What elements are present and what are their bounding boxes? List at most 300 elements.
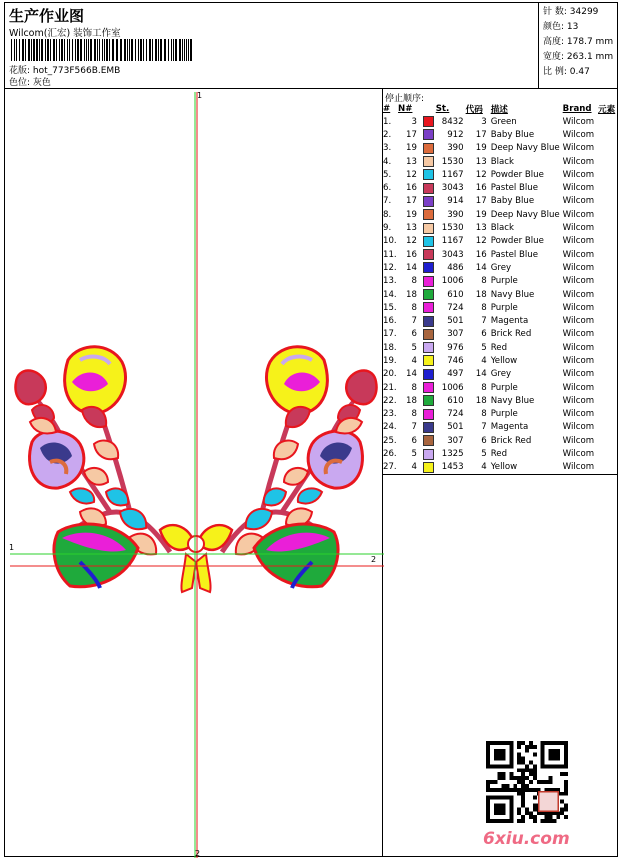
row-needle: 19 [406,143,417,154]
table-row [383,261,617,274]
row-swatch [423,128,436,141]
color-swatch [423,183,434,194]
table-row [383,288,617,301]
row-stitches: 1167 [441,169,464,180]
row-element [598,221,617,234]
row-needle: 17 [406,196,417,207]
row-swatch [423,381,436,394]
row-element [598,261,617,274]
table-row [383,408,617,421]
col-code: 代码 [465,105,483,115]
color-swatch [423,449,434,460]
color-swatch [423,302,434,313]
row-code: 8 [481,382,487,393]
row-swatch [423,142,436,155]
row-needle: 7 [411,422,417,433]
color-swatch [423,276,434,287]
color-swatch [423,422,434,433]
row-code: 7 [481,422,487,433]
col-idx: # [383,104,391,114]
row-description: Purple [490,302,518,313]
row-code: 13 [475,156,487,167]
row-brand: Wilcom [562,196,595,207]
row-stitches: 8432 [441,116,464,127]
row-index: 16. [383,316,397,327]
row-brand: Wilcom [562,116,595,127]
row-stitches: 610 [447,289,464,300]
stats-divider [538,3,539,88]
table-row [383,354,617,367]
row-code: 14 [475,369,487,380]
row-index: 23. [383,409,397,420]
row-needle: 16 [406,183,417,194]
row-description: Grey [490,262,512,273]
row-needle: 14 [406,369,417,380]
production-sheet [4,2,618,857]
table-row [383,155,617,168]
row-stitches: 1530 [441,223,464,234]
color-stop-table [383,103,617,474]
col-stitches: St. [435,104,450,114]
row-description: Deep Navy Blue [490,209,560,220]
row-element [598,354,617,367]
row-description: Powder Blue [490,236,544,247]
color-swatch [423,382,434,393]
row-needle: 8 [411,382,417,393]
row-brand: Wilcom [562,369,595,380]
row-stitches: 501 [447,316,464,327]
row-code: 19 [475,209,487,220]
row-brand: Wilcom [562,382,595,393]
color-swatch [423,116,434,127]
row-needle: 5 [411,342,417,353]
row-swatch [423,434,436,447]
color-swatch [423,395,434,406]
row-description: Purple [490,276,518,287]
row-index: 13. [383,276,397,287]
row-element [598,115,617,128]
row-needle: 4 [411,355,417,366]
row-brand: Wilcom [562,342,595,353]
row-element [598,434,617,447]
table-row [383,235,617,248]
row-code: 8 [481,276,487,287]
row-swatch [423,421,436,434]
sheet-title: 生产作业图 [9,7,85,25]
row-index: 4. [383,156,392,167]
row-swatch [423,301,436,314]
table-row [383,142,617,155]
row-element [598,328,617,341]
row-swatch [423,408,436,421]
row-brand: Wilcom [562,289,595,300]
row-brand: Wilcom [562,435,595,446]
row-swatch [423,341,436,354]
row-needle: 5 [411,449,417,460]
row-element [598,288,617,301]
col-element: 元素 [598,105,616,115]
row-element [598,181,617,194]
row-stitches: 610 [447,395,464,406]
table-row [383,275,617,288]
row-description: Deep Navy Blue [490,143,560,154]
row-index: 26. [383,449,397,460]
row-description: Navy Blue [490,289,535,300]
table-row [383,381,617,394]
row-needle: 6 [411,329,417,340]
row-description: Yellow [490,355,518,366]
color-swatch [423,169,434,180]
color-swatch [423,289,434,300]
row-needle: 16 [406,249,417,260]
row-needle: 7 [411,316,417,327]
row-description: Pastel Blue [490,183,539,194]
row-stitches: 3043 [441,183,464,194]
color-swatch [423,316,434,327]
table-row [383,181,617,194]
row-needle: 19 [406,209,417,220]
row-brand: Wilcom [562,169,595,180]
row-needle: 18 [406,289,417,300]
row-brand: Wilcom [562,449,595,460]
row-needle: 18 [406,395,417,406]
row-description: Yellow [490,462,518,473]
row-element [598,142,617,155]
row-index: 2. [383,129,392,140]
row-code: 5 [481,342,487,353]
row-description: Magenta [490,316,529,327]
row-needle: 13 [406,223,417,234]
row-swatch [423,248,436,261]
row-swatch [423,195,436,208]
table-row [383,461,617,474]
row-swatch [423,221,436,234]
row-stitches: 1006 [441,276,464,287]
row-index: 3. [383,143,392,154]
stop-sequence-title: 停止顺序: [385,94,425,104]
color-swatch [423,209,434,220]
row-code: 16 [475,183,487,194]
row-swatch [423,288,436,301]
row-brand: Wilcom [562,156,595,167]
row-index: 8. [383,209,392,220]
row-description: Red [490,449,508,460]
row-element [598,461,617,474]
row-stitches: 1325 [441,449,464,460]
row-description: Grey [490,369,512,380]
row-swatch [423,368,436,381]
row-swatch [423,235,436,248]
row-stitches: 1167 [441,236,464,247]
row-stitches: 724 [447,409,464,420]
row-description: Brick Red [490,329,532,340]
row-brand: Wilcom [562,129,595,140]
row-index: 15. [383,302,397,313]
table-row [383,434,617,447]
row-description: Navy Blue [490,395,535,406]
col-swatch [423,103,436,115]
row-brand: Wilcom [562,209,595,220]
row-description: Black [490,156,514,167]
row-needle: 8 [411,409,417,420]
row-description: Black [490,223,514,234]
design-stats [543,5,613,80]
row-code: 6 [481,435,487,446]
row-index: 25. [383,435,397,446]
row-code: 8 [481,409,487,420]
row-index: 6. [383,183,392,194]
row-stitches: 1530 [441,156,464,167]
row-code: 14 [475,262,487,273]
row-description: Red [490,342,508,353]
table-row [383,328,617,341]
header-divider [5,88,617,89]
row-swatch [423,181,436,194]
row-code: 18 [475,395,487,406]
company-name: Wilcom(汇宏) 装饰工作室 [9,28,121,39]
row-element [598,408,617,421]
row-code: 17 [475,196,487,207]
row-code: 4 [481,355,487,366]
row-element [598,341,617,354]
row-stitches: 3043 [441,249,464,260]
row-swatch [423,261,436,274]
row-description: Pastel Blue [490,249,539,260]
row-element [598,381,617,394]
row-element [598,394,617,407]
row-brand: Wilcom [562,316,595,327]
axis-label-bottom: 2 [195,849,201,858]
row-swatch [423,208,436,221]
row-stitches: 1006 [441,382,464,393]
color-swatch [423,236,434,247]
table-row [383,221,617,234]
color-swatch [423,249,434,260]
row-code: 18 [475,289,487,300]
table-row [383,208,617,221]
row-code: 13 [475,223,487,234]
row-description: Brick Red [490,435,532,446]
row-swatch [423,275,436,288]
barcode [11,39,193,61]
row-brand: Wilcom [562,183,595,194]
color-position-line [9,75,51,88]
row-element [598,168,617,181]
row-needle: 12 [406,236,417,247]
row-element [598,421,617,434]
row-code: 7 [481,316,487,327]
row-stitches: 390 [447,209,464,220]
table-row [383,195,617,208]
row-index: 11. [383,249,397,260]
row-element [598,208,617,221]
table-row [383,248,617,261]
row-stitches: 307 [447,329,464,340]
color-swatch [423,369,434,380]
row-element [598,447,617,460]
row-needle: 8 [411,276,417,287]
color-position-value: 灰色 [32,78,51,88]
row-swatch [423,155,436,168]
row-stitches: 486 [447,262,464,273]
color-swatch [423,329,434,340]
row-needle: 12 [406,169,417,180]
design-file-name: hot_773F566B.EMB [32,66,121,76]
row-index: 7. [383,196,392,207]
row-index: 10. [383,236,397,247]
row-index: 22. [383,395,397,406]
row-brand: Wilcom [562,355,595,366]
axis-label-left: 1 [9,543,15,552]
table-bottom-divider [382,474,617,475]
row-needle: 6 [411,435,417,446]
row-brand: Wilcom [562,395,595,406]
table-row [383,128,617,141]
row-index: 21. [383,382,397,393]
color-swatch [423,262,434,273]
table-row [383,368,617,381]
col-brand: Brand [562,104,592,114]
row-index: 5. [383,169,392,180]
row-index: 17. [383,329,397,340]
table-row [383,421,617,434]
row-description: Baby Blue [490,129,535,140]
row-stitches: 914 [447,196,464,207]
color-swatch [423,196,434,207]
row-element [598,301,617,314]
color-position-label: 色位: [9,78,31,88]
color-swatch [423,156,434,167]
row-needle: 17 [406,129,417,140]
row-brand: Wilcom [562,223,595,234]
design-scale: 比 例: 0.47 [543,67,590,77]
row-brand: Wilcom [562,262,595,273]
row-code: 5 [481,449,487,460]
row-index: 14. [383,289,397,300]
table-row [383,168,617,181]
row-brand: Wilcom [562,409,595,420]
row-swatch [423,314,436,327]
row-element [598,155,617,168]
row-needle: 8 [411,302,417,313]
site-logo: 6xiu.com [483,829,570,849]
row-brand: Wilcom [562,143,595,154]
row-swatch [423,354,436,367]
embroidery-preview [10,92,384,858]
row-stitches: 1453 [441,462,464,473]
design-width: 宽度: 263.1 mm [543,52,614,62]
design-height: 高度: 178.7 mm [543,37,614,47]
row-index: 20. [383,369,397,380]
table-row [383,447,617,460]
row-stitches: 746 [447,355,464,366]
color-swatch [423,462,434,473]
col-description: 描述 [490,105,508,115]
row-brand: Wilcom [562,329,595,340]
row-index: 9. [383,223,392,234]
row-code: 12 [475,169,487,180]
row-element [598,368,617,381]
row-stitches: 497 [447,369,464,380]
row-element [598,235,617,248]
row-element [598,195,617,208]
row-index: 18. [383,342,397,353]
row-brand: Wilcom [562,302,595,313]
row-swatch [423,328,436,341]
color-swatch [423,143,434,154]
row-code: 19 [475,143,487,154]
row-description: Magenta [490,422,529,433]
col-needle: N# [398,104,413,114]
row-brand: Wilcom [562,236,595,247]
row-description: Baby Blue [490,196,535,207]
color-count: 颜色: 13 [543,22,579,32]
row-code: 12 [475,236,487,247]
row-swatch [423,447,436,460]
axis-label-right: 2 [371,555,377,564]
table-row [383,394,617,407]
row-index: 19. [383,355,397,366]
row-index: 1. [383,116,392,127]
row-code: 16 [475,249,487,260]
row-swatch [423,394,436,407]
row-stitches: 501 [447,422,464,433]
row-brand: Wilcom [562,276,595,287]
color-swatch [423,223,434,234]
row-brand: Wilcom [562,462,595,473]
row-needle: 4 [411,462,417,473]
row-description: Purple [490,409,518,420]
row-element [598,314,617,327]
design-file-label: 花版: [9,66,31,76]
stitch-count: 针 数: 34299 [543,7,599,17]
table-row [383,314,617,327]
color-swatch [423,409,434,420]
row-brand: Wilcom [562,249,595,260]
row-stitches: 724 [447,302,464,313]
table-row [383,301,617,314]
row-stitches: 976 [447,342,464,353]
row-index: 12. [383,262,397,273]
row-code: 3 [481,116,487,127]
row-description: Purple [490,382,518,393]
row-element [598,248,617,261]
row-needle: 13 [406,156,417,167]
color-swatch [423,435,434,446]
row-brand: Wilcom [562,422,595,433]
row-swatch [423,115,436,128]
row-element [598,275,617,288]
table-row [383,115,617,128]
row-code: 8 [481,302,487,313]
color-swatch [423,342,434,353]
row-stitches: 390 [447,143,464,154]
table-header-row [383,103,617,115]
row-description: Powder Blue [490,169,544,180]
color-swatch [423,129,434,140]
row-swatch [423,461,436,474]
row-index: 24. [383,422,397,433]
row-swatch [423,168,436,181]
row-index: 27. [383,462,397,473]
row-code: 17 [475,129,487,140]
row-description: Green [490,116,517,127]
row-needle: 14 [406,262,417,273]
row-needle: 3 [411,116,417,127]
row-stitches: 307 [447,435,464,446]
row-element [598,128,617,141]
axis-label-top: 1 [197,91,203,100]
